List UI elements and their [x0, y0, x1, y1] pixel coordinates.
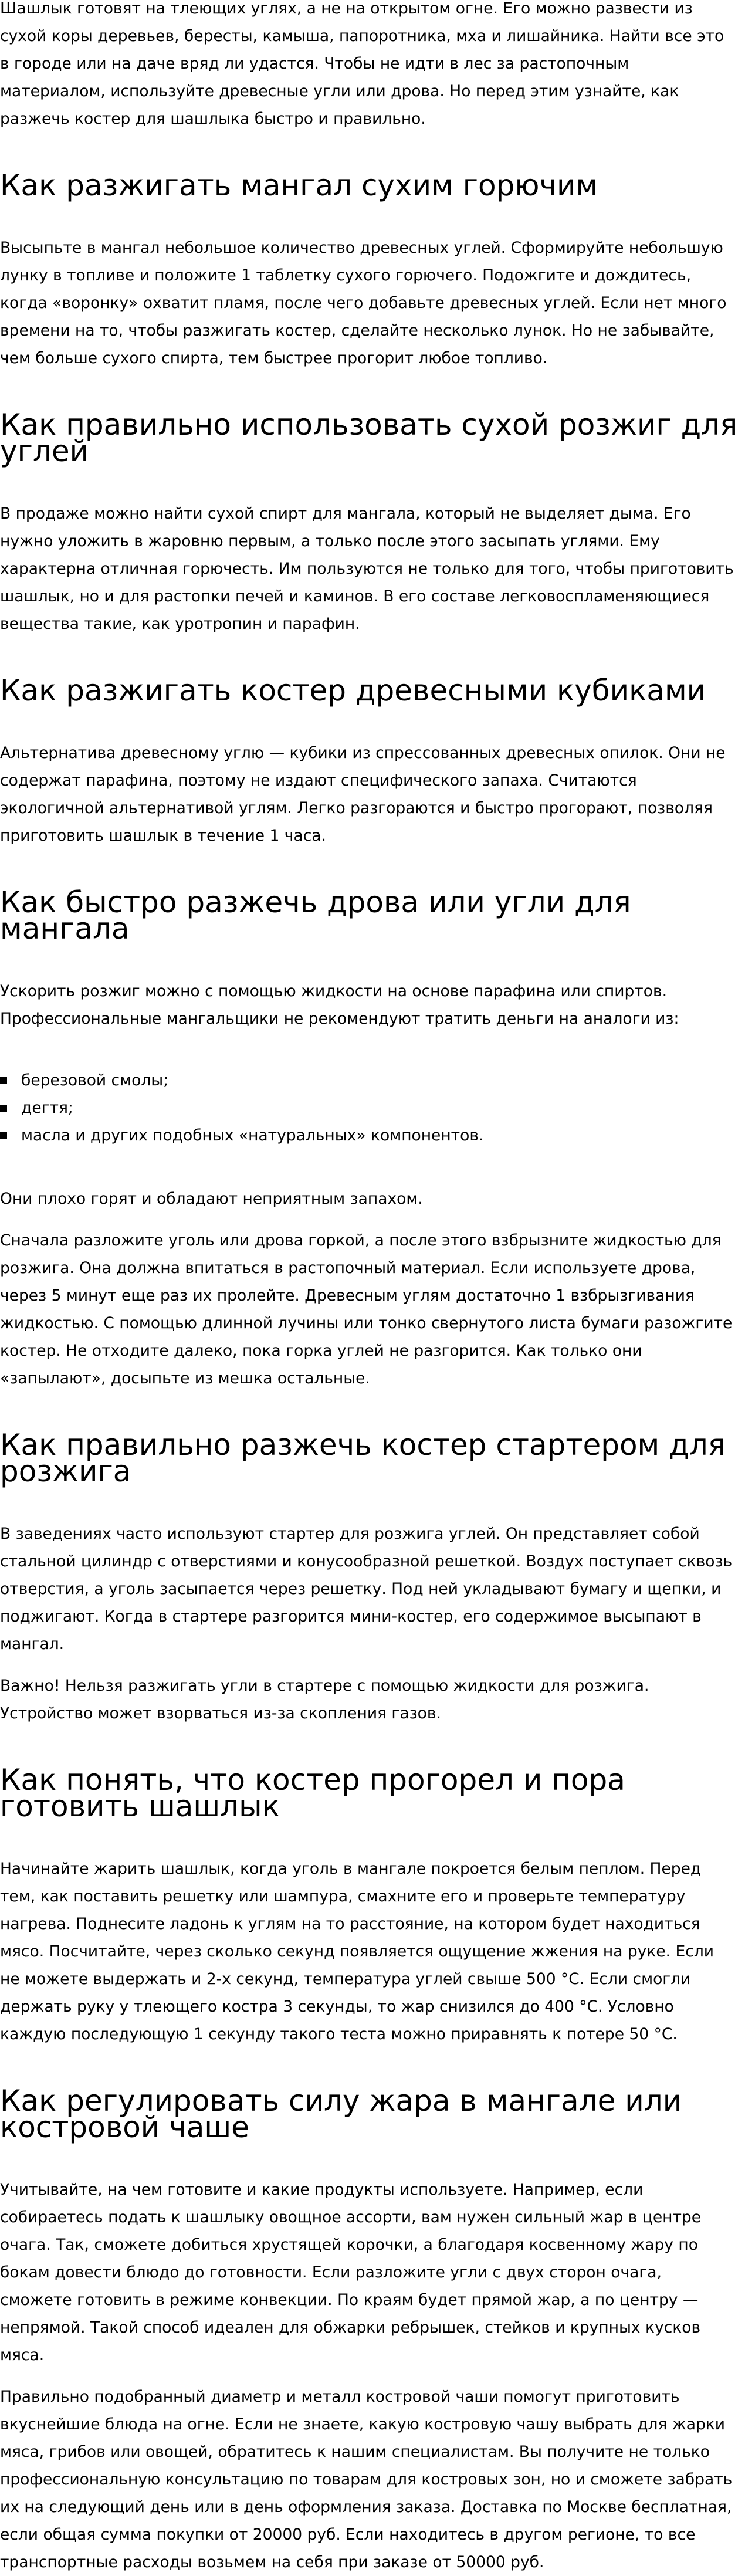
section-heading: Как правильно разжечь костер стартером для розжига: [0, 1428, 726, 1488]
section-wood-cubes: [0, 673, 738, 849]
section-paragraph: В заведениях часто используют стартер для розжига углей. Он представляет собой стальной цилиндр с отверстиями и конусообразной решеткой. Воздух поступает сквозь отверстия, а уголь засыпается через решетку. Под ней укладывают бумагу и щепки, и поджигают. Когда в стартере разгорится мини-костер, его содержимое высыпают в мангал.: [0, 1525, 733, 1653]
section-paragraph: Правильно подобранный диаметр и металл костровой чаши помогут приготовить вкуснейшие блюда на огне. Если не знаете, какую костровую чашу выбрать для жарки мяса, грибов или овощей, обратитесь к нашим специалистам. Вы получите не только профессиональную консультацию по товарам для костровых зон, но и сможете забрать их на следующий день или в день оформления заказа. Доставка по Москве бесплатная, если общая сумма покупки от 20000 руб. Если находитесь в другом регионе, то все транспортные расходы возьмем на себя при заказе от 50000 руб.: [0, 2388, 733, 2571]
section-paragraph: В продаже можно найти сухой спирт для мангала, который не выделяет дыма. Его нужно уложить в жаровню первым, а только после этого засыпать углями. Ему характерна отличная горючесть. Им пользуются не только для того, чтобы приготовить шашлык, но и для растопки печей и каминов. В его составе легковоспламеняющиеся вещества такие, как уротропин и парафин.: [0, 505, 734, 633]
section-paragraph: Ускорить розжиг можно с помощью жидкости на основе парафина или спиртов. Профессиональные мангальщики не рекомендуют тратить деньги на аналоги из:: [0, 982, 679, 1028]
section-paragraph: Высыпьте в мангал небольшое количество древесных углей. Сформируйте небольшую лунку в топливе и положите 1 таблетку сухого горючего. Подожгите и дождитесь, когда «воронку» охватит пламя, после чего добавьте древесных углей. Если нет много времени на то, чтобы разжигать костер, сделайте несколько лунок. Но не забывайте, чем больше сухого спирта, тем быстрее прогорит любое топливо.: [0, 239, 727, 367]
bullet-list: [0, 1067, 738, 1149]
section-heading: Как быстро разжечь дрова или угли для мангала: [0, 885, 631, 946]
section-quick-ignition: [0, 885, 738, 1392]
section-paragraph: Сначала разложите уголь или дрова горкой, а после этого взбрызните жидкостью для розжига. Она должна впитаться в растопочный материал. Если используете дрова, через 5 минут еще раз их пролейте. Древесным углям достаточно 1 взбрызгивания жидкостью. С помощью длинной лучины или тонко свернутого листа бумаги разожгите костер. Не отходите далеко, пока горка углей не разгорится. Как только они «запылают», досыпьте из мешка остальные.: [0, 1231, 733, 1387]
section-starter: [0, 1428, 738, 1727]
list-item: дегтя;: [21, 1094, 738, 1122]
warning-paragraph: Важно! Нельзя разжигать угли в стартере с помощью жидкости для розжига. Устройство может взорваться из-за скопления газов.: [0, 1677, 649, 1722]
section-heading: Как правильно использовать сухой розжиг для углей: [0, 408, 738, 468]
section-heading: Как регулировать силу жара в мангале или костровой чаше: [0, 2084, 682, 2144]
section-dry-fuel: [0, 168, 738, 372]
section-heading: Как разжигать костер древесными кубиками: [0, 673, 706, 708]
list-item: масла и других подобных «натуральных» компонентов.: [21, 1122, 738, 1149]
list-item: березовой смолы;: [21, 1067, 738, 1094]
section-paragraph: Учитывайте, на чем готовите и какие продукты используете. Например, если собираетесь подать к шашлыку овощное ассорти, вам нужен сильный жар в центре очага. Так, сможете добиться хрустящей корочки, а благодаря косвенному жару по бокам довести блюдо до готовности. Если разложите угли с двух сторон очага, сможете готовить в режиме конвекции. По краям будет прямой жар, а по центру — непрямой. Такой способ идеален для обжарки ребрышек, стейков и крупных кусков мяса.: [0, 2181, 702, 2364]
section-ready-check: [0, 1763, 738, 2048]
section-paragraph: Начинайте жарить шашлык, когда уголь в мангале покроется белым пеплом. Перед тем, как поставить решетку или шампура, смахните его и проверьте температуру нагрева. Поднесите ладонь к углям на то расстояние, на котором будет находиться мясо. Посчитайте, через сколько секунд появляется ощущение жжения на руке. Если не можете выдержать и 2-х секунд, температура углей свыше 500 °C. Если смогли держать руку у тлеющего костра 3 секунды, то жар снизился до 400 °C. Условно каждую последующую 1 секунду такого теста можно приравнять к потере 50 °C.: [0, 1860, 714, 2043]
section-heat-control: [0, 2084, 738, 2576]
section-paragraph: Альтернатива древесному углю — кубики из спрессованных древесных опилок. Они не содержат парафина, поэтому не издают специфического запаха. Считаются экологичной альтернативой углям. Легко разгораются и быстро прогорают, позволяя приготовить шашлык в течение 1 часа.: [0, 744, 726, 845]
section-heading: Как понять, что костер прогорел и пора готовить шашлык: [0, 1763, 625, 1823]
section-heading: Как разжигать мангал сухим горючим: [0, 168, 598, 202]
section-paragraph: Они плохо горят и обладают неприятным запахом.: [0, 1190, 423, 1208]
section-dry-ignition: [0, 408, 738, 638]
intro-paragraph: Шашлык готовят на тлеющих углях, а не на открытом огне. Его можно развести из сухой коры деревьев, бересты, камыша, папоротника, мха и лишайника. Найти все это в городе или на даче вряд ли удастся. Чтобы не идти в лес за растопочным материалом, используйте древесные угли или дрова. Но перед этим узнайте, как разжечь костер для шашлыка быстро и правильно.: [0, 0, 724, 128]
